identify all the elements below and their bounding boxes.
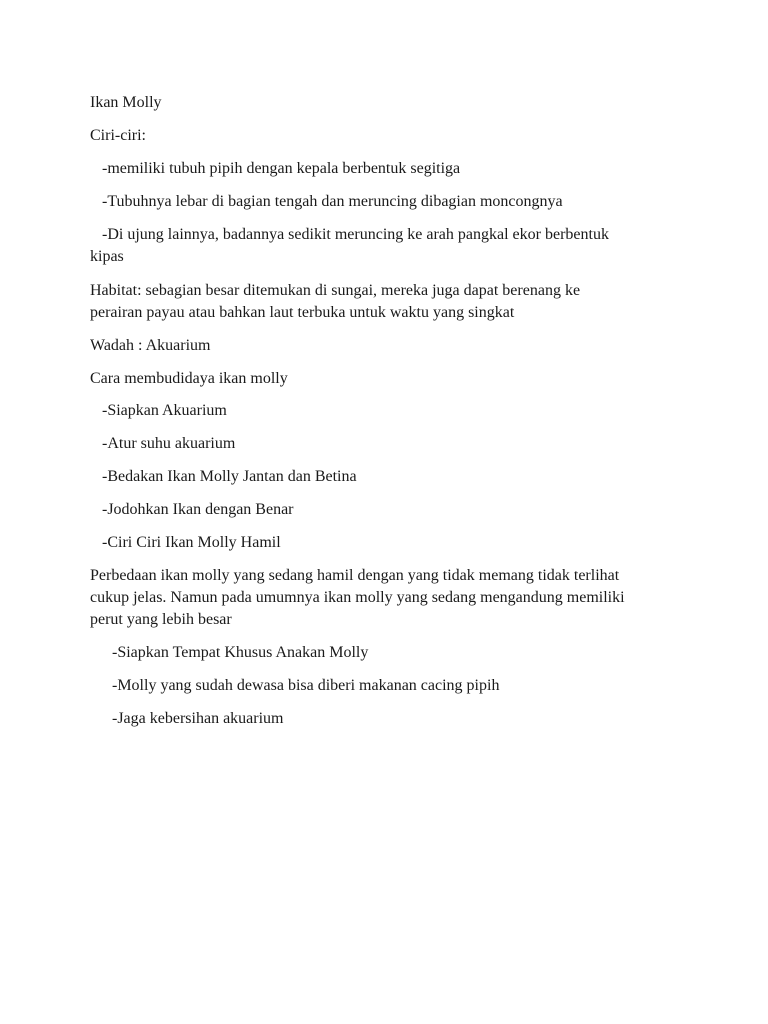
document-title: Ikan Molly <box>90 94 162 111</box>
cara-item: -Jodohkan Ikan dengan Benar <box>102 501 294 518</box>
habitat-text: perairan payau atau bahkan laut terbuka untuk waktu yang singkat <box>90 304 515 321</box>
final-item: -Molly yang sudah dewasa bisa diberi makanan cacing pipih <box>112 677 500 694</box>
cara-item: -Siapkan Akuarium <box>102 402 227 419</box>
cara-heading: Cara membudidaya ikan molly <box>90 370 288 387</box>
ciri-item: -Tubuhnya lebar di bagian tengah dan meruncing dibagian moncongnya <box>102 193 563 210</box>
ciri-heading: Ciri-ciri: <box>90 127 146 144</box>
ciri-item: -memiliki tubuh pipih dengan kepala berbentuk segitiga <box>102 160 461 177</box>
cara-item: -Bedakan Ikan Molly Jantan dan Betina <box>102 468 357 485</box>
perbedaan-text: cukup jelas. Namun pada umumnya ikan molly yang sedang mengandung memiliki <box>90 589 625 606</box>
ciri-item: -Di ujung lainnya, badannya sedikit meruncing ke arah pangkal ekor berbentuk <box>102 226 609 243</box>
final-item: -Siapkan Tempat Khusus Anakan Molly <box>112 644 369 661</box>
final-item: -Jaga kebersihan akuarium <box>112 710 284 727</box>
habitat-text: Habitat: sebagian besar ditemukan di sungai, mereka juga dapat berenang ke <box>90 282 581 299</box>
cara-item: -Atur suhu akuarium <box>102 435 236 452</box>
cara-item: -Ciri Ciri Ikan Molly Hamil <box>102 534 281 551</box>
perbedaan-text: perut yang lebih besar <box>90 611 232 628</box>
perbedaan-text: Perbedaan ikan molly yang sedang hamil dengan yang tidak memang tidak terlihat <box>90 567 620 584</box>
wadah-text: Wadah : Akuarium <box>90 337 211 354</box>
ciri-item-continuation: kipas <box>90 248 124 265</box>
